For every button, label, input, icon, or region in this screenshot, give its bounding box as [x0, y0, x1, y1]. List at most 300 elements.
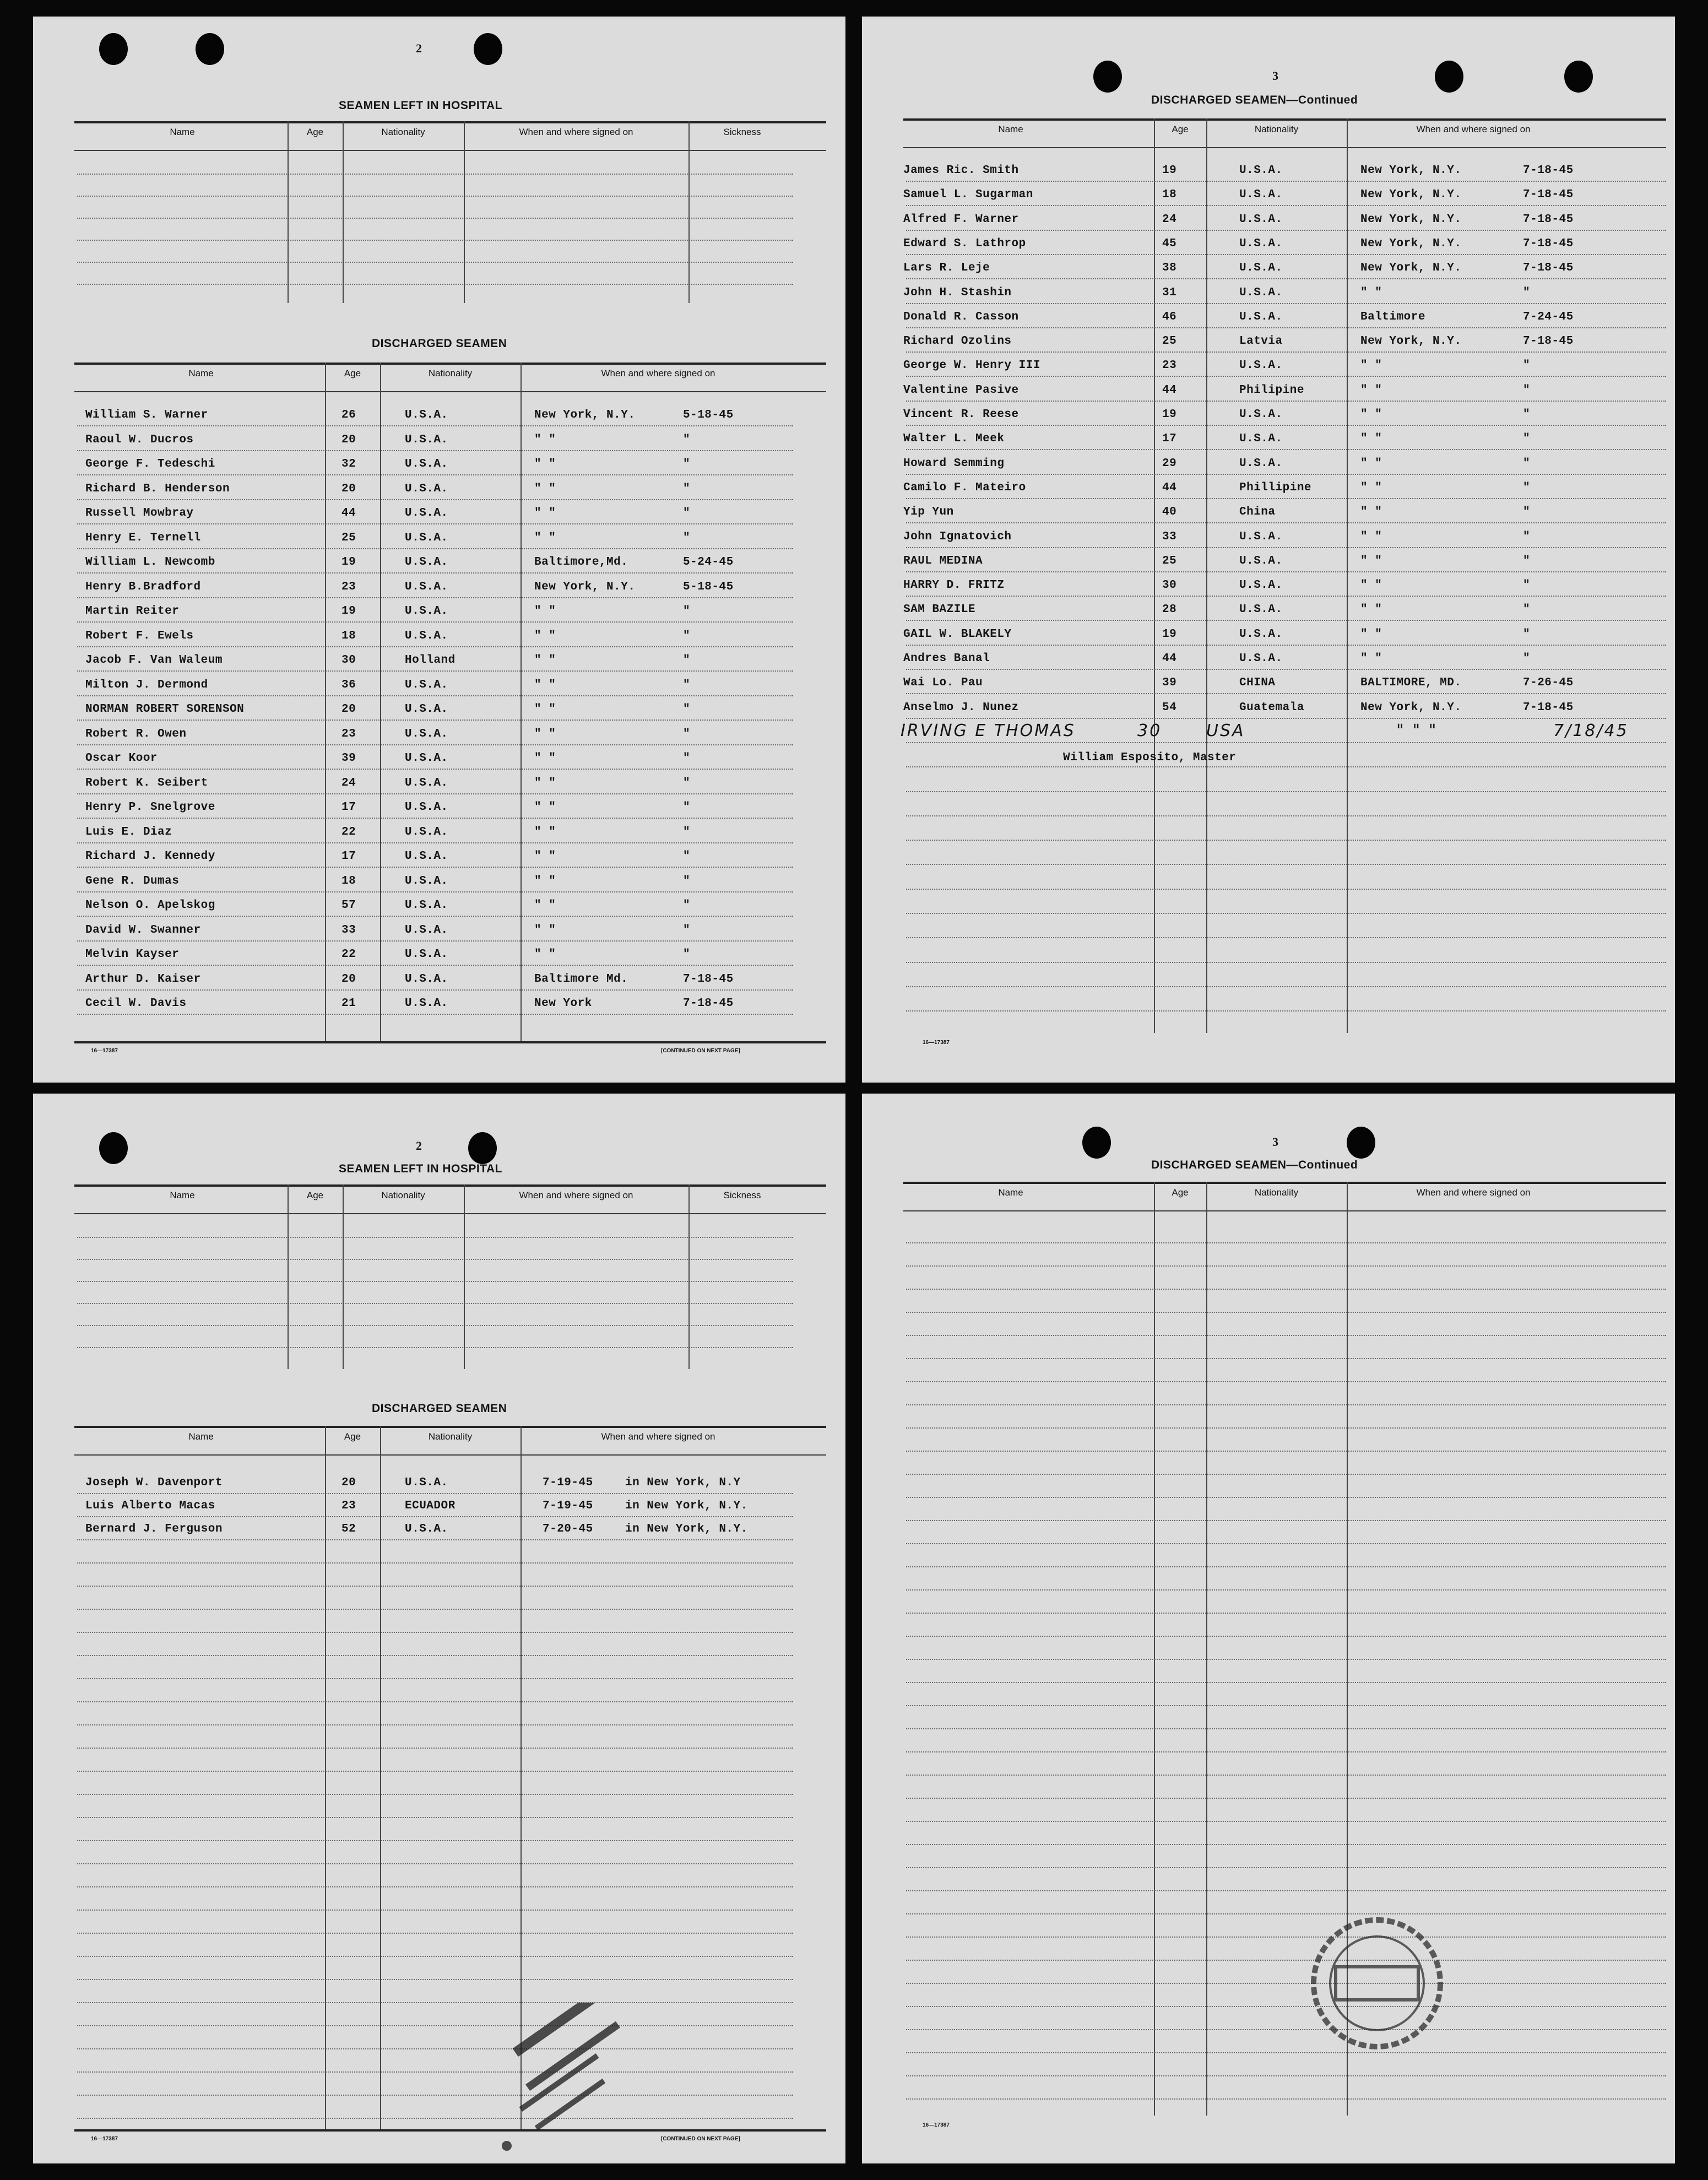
seaman-name: Henry P. Snelgrove — [85, 801, 215, 814]
seaman-age: 44 — [1162, 383, 1177, 397]
column-divider — [325, 363, 326, 1041]
row-line — [77, 1678, 793, 1679]
signed-on-place: " " — [1360, 652, 1382, 665]
row-line — [77, 2002, 793, 2003]
signed-on-place: Baltimore — [1360, 310, 1425, 323]
seaman-nationality: Phillipine — [1239, 481, 1312, 494]
row-line — [77, 1771, 793, 1772]
seaman-age: 25 — [1162, 554, 1177, 567]
form-number: 16—17387 — [91, 1048, 118, 1054]
seaman-name: Anselmo J. Nunez — [903, 701, 1019, 714]
row-line — [906, 1589, 1666, 1591]
column-divider — [380, 1426, 381, 2129]
seaman-nationality: U.S.A. — [405, 629, 448, 642]
seaman-name: Robert F. Ewels — [85, 629, 194, 642]
row-line — [906, 1289, 1666, 1290]
signed-on-date: " — [683, 850, 691, 863]
row-line — [77, 1014, 793, 1015]
signed-on-date: 7-18-45 — [1523, 701, 1574, 714]
seaman-age: 46 — [1162, 310, 1177, 323]
column-header: Age — [306, 127, 324, 137]
row-line — [77, 1655, 793, 1656]
seaman-nationality: U.S.A. — [1239, 408, 1283, 421]
seaman-nationality: U.S.A. — [405, 776, 448, 789]
seaman-nationality: Holland — [405, 654, 456, 667]
seaman-nationality: U.S.A. — [405, 409, 448, 421]
signed-on-place: BALTIMORE, MD. — [1360, 677, 1462, 690]
seaman-nationality: U.S.A. — [1239, 213, 1283, 226]
seaman-name: Camilo F. Mateiro — [903, 481, 1026, 494]
page-number: 3 — [1272, 1135, 1278, 1149]
signed-on-date: " — [1523, 554, 1531, 567]
seaman-nationality: U.S.A. — [405, 752, 448, 765]
column-header: Name — [170, 127, 195, 137]
signed-on-place: " " — [1360, 408, 1382, 421]
signed-on-place: " " — [534, 776, 556, 789]
row-line — [77, 891, 793, 892]
row-line — [77, 1933, 793, 1934]
row-line — [77, 474, 793, 475]
column-header: Nationality — [428, 368, 473, 378]
row-line — [77, 597, 793, 598]
row-line — [906, 547, 1666, 548]
column-divider — [464, 1184, 465, 1369]
signed-on-place: " " — [534, 678, 556, 691]
row-line — [77, 2048, 793, 2049]
seaman-nationality: U.S.A. — [405, 556, 448, 569]
row-line — [906, 1613, 1666, 1614]
seaman-age: 21 — [341, 997, 356, 1010]
signed-on-place: New York — [534, 997, 592, 1010]
seaman-age: 30 — [341, 654, 356, 667]
signed-on-date: " — [683, 507, 691, 520]
signed-on-date: " — [683, 482, 691, 495]
seaman-name: Richard J. Kennedy — [85, 850, 215, 863]
row-line — [906, 791, 1666, 792]
seaman-nationality: U.S.A. — [1239, 457, 1283, 470]
column-divider — [380, 363, 381, 1041]
signed-on-place: New York, N.Y. — [534, 409, 636, 421]
row-line — [77, 499, 793, 500]
sheet-page-2-bottom — [33, 1094, 845, 2163]
row-line — [906, 1335, 1666, 1336]
sheet-page-2-top — [33, 17, 845, 1083]
row-line — [906, 1936, 1666, 1938]
seaman-name: Melvin Kayser — [85, 948, 180, 961]
discharged-section-title: DISCHARGED SEAMEN — [372, 1402, 507, 1415]
seaman-age: 40 — [1162, 506, 1177, 519]
punch-hole — [99, 1132, 128, 1164]
seaman-nationality: U.S.A. — [405, 507, 448, 520]
signed-on-date: 7-18-45 — [683, 972, 734, 986]
signed-on-place: " " — [1360, 481, 1382, 494]
seaman-age: 17 — [1162, 432, 1177, 446]
row-line — [906, 742, 1666, 743]
seaman-age: 23 — [341, 727, 356, 740]
seaman-nationality: U.S.A. — [405, 433, 448, 446]
handwritten-place: " " " — [1396, 721, 1438, 740]
row-line — [906, 1705, 1666, 1706]
seaman-age: 39 — [341, 752, 356, 765]
signed-on-date: 7-18-45 — [1523, 237, 1574, 250]
blank-row-line — [77, 1303, 793, 1304]
row-line — [77, 720, 793, 721]
signed-on-date: 7-18-45 — [1523, 213, 1574, 226]
table-top-rule — [74, 1426, 826, 1428]
signed-on-date: " — [683, 874, 691, 888]
row-line — [906, 1543, 1666, 1544]
row-line — [906, 2052, 1666, 2053]
signed-on-place: " " — [534, 605, 556, 618]
signed-on-date: " — [683, 458, 691, 470]
column-divider — [288, 121, 289, 303]
table-bottom-rule — [74, 2129, 826, 2132]
master-signature-line: William Esposito, Master — [1063, 751, 1237, 764]
seaman-nationality: U.S.A. — [405, 703, 448, 716]
signed-on-place: " " — [1360, 628, 1382, 641]
row-line — [77, 1863, 793, 1864]
signed-on-date: " — [683, 948, 691, 961]
column-header: Age — [306, 1190, 324, 1200]
seaman-age: 19 — [1162, 628, 1177, 641]
row-line — [77, 867, 793, 868]
row-line — [906, 1474, 1666, 1475]
signed-on-date: " — [1523, 383, 1531, 397]
signed-on-date: " — [1523, 432, 1531, 446]
header-rule — [74, 1454, 826, 1456]
punch-hole — [1435, 61, 1463, 93]
row-line — [77, 425, 793, 426]
row-line — [906, 620, 1666, 621]
seaman-name: Yip Yun — [903, 506, 954, 519]
section-title: DISCHARGED SEAMEN—Continued — [1151, 94, 1358, 106]
sheet-page-3-top — [862, 17, 1675, 1083]
seaman-age: 26 — [341, 409, 356, 421]
column-header: When and where signed on — [601, 368, 715, 378]
handwritten-nationality: USA — [1206, 721, 1245, 740]
seaman-name: John Ignatovich — [903, 530, 1012, 543]
seaman-age: 19 — [1162, 164, 1177, 177]
row-line — [906, 2006, 1666, 2007]
blank-row-line — [77, 1281, 793, 1282]
row-line — [906, 1844, 1666, 1845]
punch-hole — [1082, 1127, 1111, 1159]
row-line — [906, 1728, 1666, 1729]
header-rule — [903, 147, 1666, 148]
seaman-nationality: U.S.A. — [405, 997, 448, 1010]
column-header: Nationality — [1254, 124, 1299, 134]
seaman-age: 22 — [341, 948, 356, 961]
signed-on-place: " " — [1360, 286, 1382, 299]
seaman-age: 20 — [341, 703, 356, 716]
row-line — [77, 1748, 793, 1749]
seaman-age: 39 — [1162, 677, 1177, 690]
signed-on-place: 7-19-45 — [543, 1500, 593, 1512]
row-line — [77, 1632, 793, 1633]
seaman-name: James Ric. Smith — [903, 164, 1019, 177]
row-line — [906, 181, 1666, 182]
column-divider — [688, 121, 690, 303]
row-line — [906, 376, 1666, 377]
seaman-nationality: U.S.A. — [405, 580, 448, 593]
row-line — [77, 842, 793, 843]
column-divider — [464, 121, 465, 303]
seaman-name: Raoul W. Ducros — [85, 433, 194, 446]
seaman-nationality: U.S.A. — [405, 850, 448, 863]
seaman-age: 18 — [1162, 188, 1177, 202]
row-line — [906, 1427, 1666, 1429]
seaman-age: 33 — [341, 923, 356, 937]
row-line — [77, 989, 793, 991]
row-line — [77, 2095, 793, 2096]
signed-on-date: " — [1523, 457, 1531, 470]
row-line — [906, 1520, 1666, 1521]
seaman-name: RAUL MEDINA — [903, 554, 983, 567]
seaman-age: 57 — [341, 899, 356, 912]
row-line — [77, 621, 793, 623]
form-number: 16—17387 — [923, 1040, 950, 1046]
signed-on-date: " — [683, 605, 691, 618]
row-line — [906, 327, 1666, 328]
row-line — [906, 669, 1666, 670]
seaman-age: 25 — [341, 531, 356, 544]
column-header: Name — [188, 1431, 214, 1442]
form-number: 16—17387 — [91, 2136, 118, 2142]
signed-on-date: 5-18-45 — [683, 409, 734, 421]
table-top-rule — [74, 121, 826, 123]
signed-on-date: 5-18-45 — [683, 580, 734, 593]
page-number: 2 — [416, 41, 422, 55]
signed-on-date: 7-18-45 — [1523, 164, 1574, 177]
row-line — [906, 962, 1666, 963]
table-bottom-rule — [74, 1041, 826, 1043]
row-line — [906, 303, 1666, 304]
row-line — [906, 1751, 1666, 1752]
seaman-name: Russell Mowbray — [85, 507, 194, 520]
row-line — [906, 1913, 1666, 1914]
row-line — [77, 572, 793, 574]
seaman-nationality: U.S.A. — [1239, 262, 1283, 275]
row-line — [906, 571, 1666, 572]
row-line — [77, 793, 793, 794]
signed-on-place: " " — [1360, 432, 1382, 446]
column-header: Name — [188, 368, 214, 378]
row-line — [906, 1821, 1666, 1822]
signed-on-place: " " — [534, 433, 556, 446]
punch-hole — [468, 1132, 497, 1164]
seaman-age: 31 — [1162, 286, 1177, 299]
handwritten-age: 30 — [1137, 721, 1162, 740]
column-header: When and where signed on — [1416, 124, 1531, 134]
signed-on-place: " " — [534, 629, 556, 642]
column-header: Nationality — [381, 1190, 425, 1200]
seaman-age: 20 — [341, 972, 356, 986]
row-line — [906, 840, 1666, 841]
row-line — [77, 818, 793, 819]
blank-row-line — [77, 240, 793, 241]
seaman-age: 44 — [341, 507, 356, 520]
row-line — [77, 2071, 793, 2073]
seaman-nationality: U.S.A. — [405, 899, 448, 912]
form-number: 16—17387 — [923, 2122, 950, 2128]
row-line — [906, 254, 1666, 255]
seaman-name: Edward S. Lathrop — [903, 237, 1026, 250]
row-line — [906, 1636, 1666, 1637]
signed-on-date: 7-18-45 — [1523, 188, 1574, 202]
seaman-nationality: U.S.A. — [405, 1523, 448, 1535]
signed-on-date: " — [1523, 359, 1531, 372]
seaman-name: Samuel L. Sugarman — [903, 188, 1033, 202]
signed-on-date: " — [683, 752, 691, 765]
signed-on-place: " " — [534, 727, 556, 740]
circular-stamp-mark — [1305, 1912, 1449, 2055]
column-divider — [688, 1184, 690, 1369]
seaman-age: 32 — [341, 458, 356, 470]
row-line — [77, 1701, 793, 1702]
seaman-age: 17 — [341, 850, 356, 863]
signed-on-place: " " — [534, 458, 556, 470]
row-line — [906, 278, 1666, 279]
seaman-nationality: U.S.A. — [1239, 579, 1283, 592]
signed-on-date: " — [683, 923, 691, 937]
signed-on-date: " — [683, 433, 691, 446]
seaman-age: 33 — [1162, 530, 1177, 543]
seaman-name: Lars R. Leje — [903, 262, 990, 275]
row-line — [906, 1312, 1666, 1313]
seaman-nationality: U.S.A. — [405, 482, 448, 495]
seaman-name: George W. Henry III — [903, 359, 1040, 372]
column-header: Age — [1172, 1187, 1189, 1198]
blank-row-line — [77, 284, 793, 285]
table-top-rule — [74, 363, 826, 365]
signed-on-date: " — [683, 678, 691, 691]
blank-row-line — [77, 1325, 793, 1326]
seaman-name: Nelson O. Apelskog — [85, 899, 215, 912]
seaman-name: Vincent R. Reese — [903, 408, 1019, 421]
row-line — [906, 718, 1666, 719]
punch-hole — [99, 33, 128, 65]
signed-on-place: " " — [1360, 579, 1382, 592]
signed-on-place: " " — [534, 923, 556, 937]
signed-on-date: 5-24-45 — [683, 556, 734, 569]
seaman-nationality: U.S.A. — [405, 531, 448, 544]
seaman-nationality: U.S.A. — [1239, 530, 1283, 543]
seaman-name: Richard B. Henderson — [85, 482, 230, 495]
signed-on-date: " — [683, 776, 691, 789]
row-line — [906, 1798, 1666, 1799]
seaman-name: Walter L. Meek — [903, 432, 1005, 446]
row-line — [77, 1909, 793, 1911]
seaman-name: George F. Tedeschi — [85, 458, 215, 470]
column-divider — [1206, 1182, 1207, 2116]
signed-on-date: " — [683, 531, 691, 544]
signed-on-place: New York, N.Y. — [1360, 213, 1462, 226]
seaman-age: 23 — [341, 1500, 356, 1512]
signed-on-place: 7-20-45 — [543, 1523, 593, 1535]
seaman-nationality: Latvia — [1239, 335, 1283, 348]
signed-on-place: Baltimore Md. — [534, 972, 628, 986]
signed-on-date: " — [1523, 652, 1531, 665]
signed-on-date: " — [1523, 603, 1531, 616]
row-line — [77, 1956, 793, 1957]
seaman-nationality: U.S.A. — [405, 948, 448, 961]
row-line — [906, 1381, 1666, 1382]
row-line — [906, 986, 1666, 987]
row-line — [906, 522, 1666, 523]
row-line — [906, 1867, 1666, 1868]
row-line — [906, 401, 1666, 402]
seaman-name: Cecil W. Davis — [85, 997, 187, 1010]
continued-note: [CONTINUED ON NEXT PAGE] — [661, 1048, 740, 1054]
seaman-nationality: U.S.A. — [1239, 603, 1283, 616]
row-line — [906, 1010, 1666, 1011]
seaman-age: 25 — [1162, 335, 1177, 348]
signed-on-date: " — [683, 825, 691, 839]
seaman-nationality: U.S.A. — [405, 972, 448, 986]
seaman-nationality: U.S.A. — [405, 458, 448, 470]
row-line — [77, 940, 793, 942]
row-line — [906, 1358, 1666, 1359]
signed-on-date: 7-26-45 — [1523, 677, 1574, 690]
row-line — [906, 2075, 1666, 2076]
seaman-name: HARRY D. FRITZ — [903, 579, 1005, 592]
column-divider — [1347, 118, 1348, 1033]
seaman-nationality: U.S.A. — [405, 605, 448, 618]
signed-on-place: " " — [534, 507, 556, 520]
seaman-age: 52 — [341, 1523, 356, 1535]
signed-on-date: " — [683, 629, 691, 642]
signed-on-place: New York, N.Y. — [1360, 262, 1462, 275]
signed-on-date: 7-18-45 — [683, 997, 734, 1010]
row-line — [77, 1516, 793, 1517]
column-header: When and where signed on — [601, 1431, 715, 1442]
signed-on-place: Baltimore,Md. — [534, 556, 628, 569]
row-line — [77, 548, 793, 549]
blank-row-line — [77, 262, 793, 263]
seaman-age: 23 — [341, 580, 356, 593]
column-header: Nationality — [428, 1431, 473, 1442]
row-line — [906, 1659, 1666, 1660]
signed-on-place: New York, N.Y. — [1360, 701, 1462, 714]
blank-row-line — [77, 1237, 793, 1238]
punch-hole — [1093, 61, 1122, 93]
signed-on-date: " — [1523, 530, 1531, 543]
signed-on-date: " — [1523, 481, 1531, 494]
column-divider — [1154, 118, 1155, 1033]
seaman-nationality: U.S.A. — [1239, 188, 1283, 202]
hospital-section-title: SEAMEN LEFT IN HOSPITAL — [339, 99, 502, 112]
row-line — [77, 2118, 793, 2119]
row-line — [906, 474, 1666, 475]
row-line — [906, 1451, 1666, 1452]
ink-stamp-mark — [496, 2003, 639, 2157]
column-header: When and where signed on — [519, 1190, 633, 1200]
signed-on-place: " " — [1360, 383, 1382, 397]
punch-hole — [196, 33, 224, 65]
seaman-age: 44 — [1162, 481, 1177, 494]
signed-on-place: " " — [534, 752, 556, 765]
signed-on-date: in New York, N.Y. — [625, 1523, 748, 1535]
punch-hole — [1347, 1127, 1375, 1159]
seaman-age: 23 — [1162, 359, 1177, 372]
discharged-section-title: DISCHARGED SEAMEN — [372, 337, 507, 350]
signed-on-date: 7-18-45 — [1523, 335, 1574, 348]
seaman-name: Robert R. Owen — [85, 727, 187, 740]
column-header: Name — [998, 1187, 1023, 1198]
signed-on-place: " " — [534, 948, 556, 961]
row-line — [906, 596, 1666, 597]
row-line — [77, 1979, 793, 1980]
